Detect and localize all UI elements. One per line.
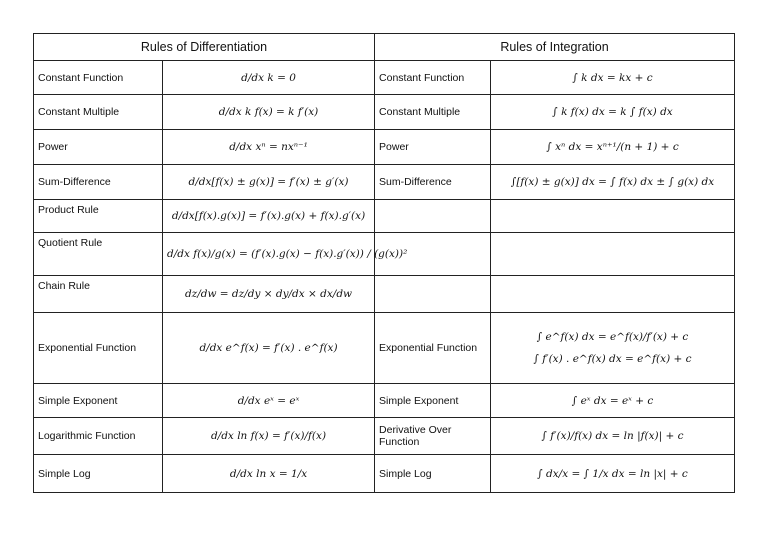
integration-formula-line: ∫ k dx = kx + c [572, 71, 653, 84]
integration-rule-name: Constant Multiple [375, 95, 491, 130]
integration-rule-name [375, 276, 491, 313]
differentiation-formula: d/dx xⁿ = nxⁿ⁻¹ [163, 130, 375, 165]
differentiation-rule-name: Simple Exponent [34, 384, 163, 418]
differentiation-formula: d/dx ln x = 1/x [163, 455, 375, 493]
integration-formula-line: ∫ f′(x)/f(x) dx = ln |f(x)| + c [541, 430, 684, 442]
differentiation-header: Rules of Differentiation [34, 34, 375, 61]
differentiation-rule-name: Product Rule [34, 200, 163, 233]
differentiation-rule-name: Constant Multiple [34, 95, 163, 130]
integration-formula [491, 165, 735, 200]
integration-formula-line: ∫ dx/x = ∫ 1/x dx = ln |x| + c [537, 467, 688, 480]
integration-formula-line: ∫ k f(x) dx = k ∫ f(x) dx [552, 106, 673, 118]
integration-formula [491, 200, 735, 233]
differentiation-rule-name: Chain Rule [34, 276, 163, 313]
integration-formula-line: ∫ f′(x) . e^f(x) dx = e^f(x) + c [533, 353, 692, 365]
table-row [34, 276, 735, 313]
integration-formula [491, 455, 735, 493]
integration-formula-line: ∫ xⁿ dx = xⁿ⁺¹/(n + 1) + c [546, 141, 679, 153]
differentiation-formula: d/dx e^f(x) = f′(x) . e^f(x) [163, 313, 375, 384]
integration-rule-name [375, 200, 491, 233]
header-row [34, 34, 735, 61]
integration-formula [491, 61, 735, 95]
table-row [34, 418, 735, 455]
table-row [34, 233, 735, 276]
differentiation-formula: d/dx ln f(x) = f′(x)/f(x) [163, 418, 375, 455]
integration-rule-name: Power [375, 130, 491, 165]
integration-rule-name: Simple Exponent [375, 384, 491, 418]
table-row [34, 384, 735, 418]
integration-formula-line: ∫[f(x) ± g(x)] dx = ∫ f(x) dx ± ∫ g(x) dx [510, 176, 715, 188]
differentiation-formula: d/dx k = 0 [163, 61, 375, 95]
differentiation-formula: d/dx[f(x) ± g(x)] = f′(x) ± g′(x) [163, 165, 375, 200]
table-row [34, 200, 735, 233]
integration-formula [491, 130, 735, 165]
integration-formula [491, 418, 735, 455]
differentiation-rule-name: Power [34, 130, 163, 165]
integration-rule-name: Exponential Function [375, 313, 491, 384]
integration-rule-name: Simple Log [375, 455, 491, 493]
integration-formula-line: ∫ eˣ dx = eˣ + c [571, 394, 654, 407]
differentiation-formula: d/dx[f(x).g(x)] = f′(x).g(x) + f(x).g′(x) [163, 200, 375, 233]
integration-formula [491, 276, 735, 313]
table-row [34, 95, 735, 130]
table-row [34, 130, 735, 165]
differentiation-formula: d/dx f(x)/g(x) = (f′(x).g(x) − f(x).g′(x)) / (g(x))² [163, 233, 375, 276]
rules-body [34, 61, 735, 493]
integration-rule-name: Derivative Over Function [375, 418, 491, 455]
integration-rule-name: Constant Function [375, 61, 491, 95]
differentiation-rule-name: Constant Function [34, 61, 163, 95]
rules-table [33, 33, 735, 493]
differentiation-rule-name: Sum-Difference [34, 165, 163, 200]
differentiation-rule-name: Exponential Function [34, 313, 163, 384]
differentiation-rule-name: Simple Log [34, 455, 163, 493]
integration-formula [491, 233, 735, 276]
integration-header: Rules of Integration [375, 34, 735, 61]
table-row [34, 455, 735, 493]
integration-formula [491, 95, 735, 130]
differentiation-formula: d/dx k f(x) = k f′(x) [163, 95, 375, 130]
differentiation-formula: dz/dw = dz/dy × dy/dx × dx/dw [163, 276, 375, 313]
table-row [34, 313, 735, 384]
integration-formula-line: ∫ e^f(x) dx = e^f(x)/f′(x) + c [536, 331, 689, 343]
table-row [34, 61, 735, 95]
integration-rule-name: Sum-Difference [375, 165, 491, 200]
differentiation-rule-name: Logarithmic Function [34, 418, 163, 455]
integration-formula [491, 313, 735, 384]
differentiation-formula: d/dx eˣ = eˣ [163, 384, 375, 418]
table-row [34, 165, 735, 200]
differentiation-rule-name: Quotient Rule [34, 233, 163, 276]
integration-formula [491, 384, 735, 418]
